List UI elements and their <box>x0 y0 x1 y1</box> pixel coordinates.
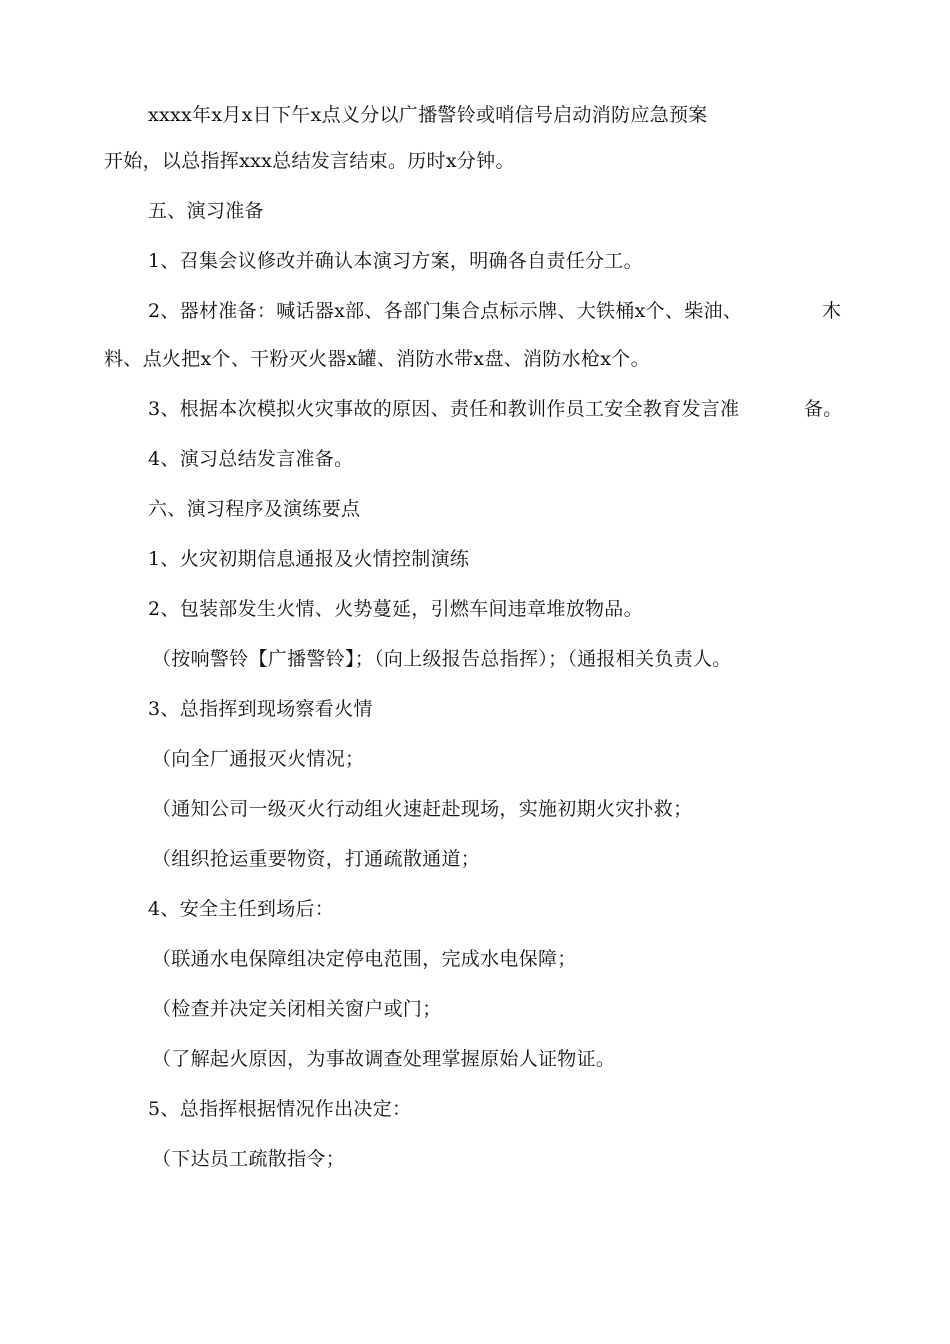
list-item-proc-4-a: （联通水电保障组决定停电范围，完成水电保障； <box>152 948 577 970</box>
list-item-proc-1: 1、火灾初期信息通报及火情控制演练 <box>148 548 470 570</box>
list-item-prep-4: 4、演习总结发言准备。 <box>148 448 354 470</box>
list-item-prep-2-continuation: 料、点火把x个、干粉灭火器x罐、消防水带x盘、消防水枪x个。 <box>104 348 650 370</box>
paragraph-line-2: 开始，以总指挥xxx总结发言结束。历时x分钟。 <box>104 150 515 172</box>
list-item-prep-3: 3、根据本次模拟火灾事故的原因、责任和教训作员工安全教育发言准 <box>148 398 740 420</box>
list-item-proc-4-c: （了解起火原因，为事故调查处理掌握原始人证物证。 <box>152 1048 616 1070</box>
list-item-proc-4-b: （检查并决定关闭相关窗户或门； <box>152 998 442 1020</box>
list-item-proc-2-actions: （按响警铃【广播警铃】；（向上级报告总指挥）；（通报相关负责人。 <box>152 648 732 670</box>
list-item-proc-3-b: （通知公司一级灭火行动组火速赶赴现场，实施初期火灾扑救； <box>152 798 693 820</box>
list-item-prep-2-tail: 木 <box>822 300 842 322</box>
list-item-prep-2: 2、器材准备：喊话器x部、各部门集合点标示牌、大铁桶x个、柴油、 <box>148 300 743 322</box>
section-heading-procedure: 六、演习程序及演练要点 <box>148 498 361 520</box>
list-item-proc-4: 4、安全主任到场后： <box>148 898 335 920</box>
list-item-prep-1: 1、召集会议修改并确认本演习方案，明确各自责任分工。 <box>148 250 643 272</box>
list-item-prep-3-tail: 备。 <box>804 398 843 420</box>
paragraph-line-1: xxxx年x月x日下午x点义分以广播警铃或哨信号启动消防应急预案 <box>148 104 708 126</box>
list-item-proc-5-a: （下达员工疏散指令； <box>152 1148 346 1170</box>
list-item-proc-3-a: （向全厂通报灭火情况； <box>152 748 365 770</box>
section-heading-preparation: 五、演习准备 <box>148 200 264 222</box>
list-item-proc-3: 3、总指挥到现场察看火情 <box>148 698 373 720</box>
list-item-proc-3-c: （组织抢运重要物资，打通疏散通道； <box>152 848 481 870</box>
list-item-proc-5: 5、总指挥根据情况作出决定： <box>148 1098 412 1120</box>
list-item-proc-2: 2、包装部发生火情、火势蔓延，引燃车间违章堆放物品。 <box>148 598 643 620</box>
